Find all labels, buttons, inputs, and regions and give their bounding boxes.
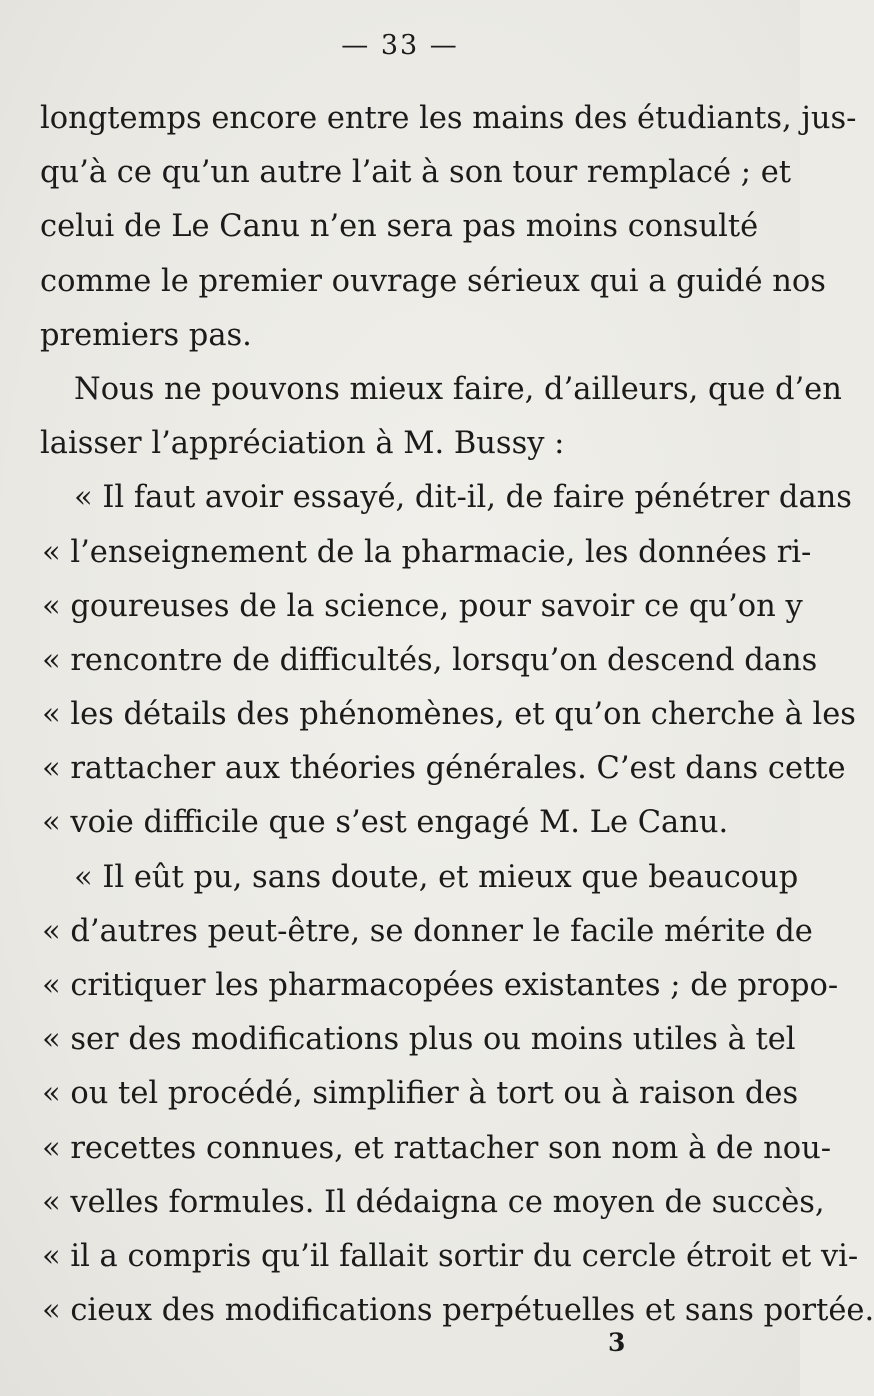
text-line: « critiquer les pharmacopées existantes ; de propo-: [42, 968, 839, 1003]
text-line: « ser des modifications plus ou moins utiles à tel: [42, 1022, 796, 1058]
text-line: « cieux des modifications perpétuelles et sans portée.: [42, 1293, 874, 1329]
text-line: « d’autres peut-être, se donner le facile mérite de: [42, 913, 813, 949]
text-line: Nous ne pouvons mieux faire, d’ailleurs, que d’en: [74, 371, 842, 407]
text-line: qu’à ce qu’un autre l’ait à son tour remplacé ; et: [40, 155, 792, 191]
text-line: « il a compris qu’il fallait sortir du cercle étroit et vi-: [42, 1238, 859, 1274]
text-line: « Il eût pu, sans doute, et mieux que beaucoup: [74, 859, 799, 895]
text-line: « ou tel procédé, simplifier à tort ou à raison des: [42, 1076, 799, 1112]
text-line: « voie difficile que s’est engagé M. Le Canu.: [42, 805, 729, 841]
text-line: comme le premier ouvrage sérieux qui a guidé nos: [40, 263, 826, 299]
text-line: « recettes connues, et rattacher son nom à de nou-: [42, 1130, 832, 1166]
body-text: [40, 92, 874, 1338]
text-line: longtemps encore entre les mains des étudiants, jus-: [40, 101, 857, 136]
text-line: « rencontre de difficultés, lorsqu’on descend dans: [42, 642, 818, 678]
text-line: « Il faut avoir essayé, dit-il, de faire pénétrer dans: [74, 480, 852, 516]
text-line: celui de Le Canu n’en sera pas moins consulté: [40, 209, 759, 245]
text-line: laisser l’appréciation à M. Bussy :: [40, 426, 565, 462]
text-line: « l’enseignement de la pharmacie, les données ri-: [42, 534, 812, 570]
text-line: « les détails des phénomènes, et qu’on cherche à les: [42, 697, 856, 733]
text-line: premiers pas.: [40, 317, 252, 353]
page-number-header: — 33 —: [341, 30, 459, 61]
text-line: « velles formules. Il dédaigna ce moyen de succès,: [42, 1184, 825, 1220]
text-line: « rattacher aux théories générales. C’est dans cette: [42, 751, 846, 787]
signature-mark: 3: [608, 1328, 626, 1357]
text-line: « goureuses de la science, pour savoir ce qu’on y: [42, 588, 803, 624]
